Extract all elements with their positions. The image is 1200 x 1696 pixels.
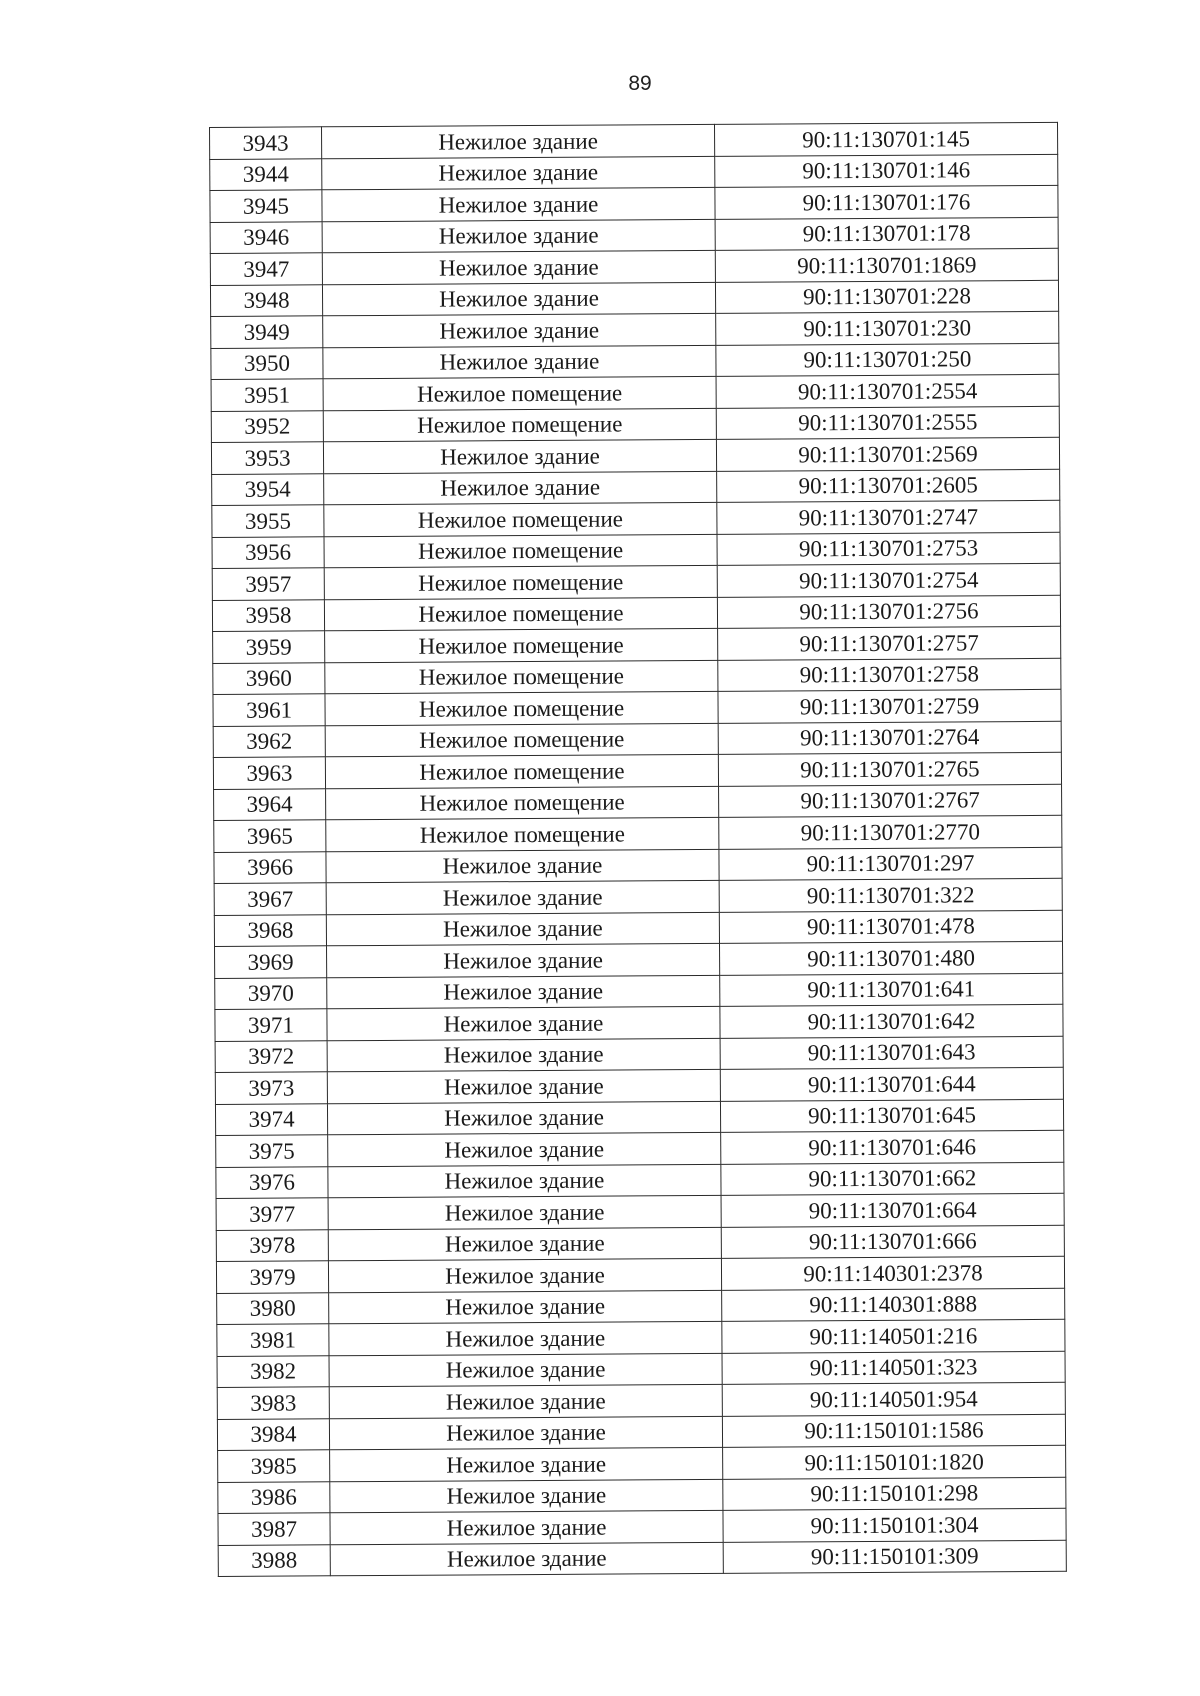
cadastral-number-cell: 90:11:130701:178 xyxy=(715,217,1058,251)
table-row xyxy=(213,626,1061,663)
object-type-cell: Нежилое помещение xyxy=(324,502,717,536)
table-row xyxy=(211,343,1059,380)
table-row xyxy=(215,973,1063,1010)
cadastral-number-cell: 90:11:130701:642 xyxy=(720,1004,1063,1038)
table-row xyxy=(217,1382,1065,1419)
table-row xyxy=(213,721,1061,758)
object-type-cell: Нежилое здание xyxy=(330,1542,723,1576)
cadastral-number-cell: 90:11:130701:2754 xyxy=(717,563,1060,597)
table-row xyxy=(214,815,1062,852)
row-number-cell: 3988 xyxy=(218,1544,330,1576)
row-number-cell: 3975 xyxy=(216,1135,328,1167)
table-row xyxy=(214,878,1062,915)
table-row xyxy=(217,1288,1065,1325)
row-number-cell: 3985 xyxy=(218,1450,330,1482)
table-row xyxy=(213,689,1061,726)
row-number-cell: 3948 xyxy=(210,284,322,316)
cadastral-number-cell: 90:11:150101:1586 xyxy=(722,1414,1065,1448)
cadastral-number-cell: 90:11:130701:666 xyxy=(721,1225,1064,1259)
row-number-cell: 3959 xyxy=(213,631,325,663)
object-type-cell: Нежилое здание xyxy=(329,1384,722,1418)
table-row xyxy=(211,406,1059,443)
table-row xyxy=(216,1130,1064,1167)
row-number-cell: 3971 xyxy=(215,1009,327,1041)
cadastral-number-cell: 90:11:130701:2759 xyxy=(718,689,1061,723)
object-type-cell: Нежилое здание xyxy=(327,943,720,977)
row-number-cell: 3979 xyxy=(216,1261,328,1293)
cadastral-number-cell: 90:11:130701:2605 xyxy=(717,469,1060,503)
table-row xyxy=(217,1414,1065,1451)
object-type-cell: Нежилое здание xyxy=(330,1479,723,1513)
row-number-cell: 3977 xyxy=(216,1198,328,1230)
object-type-cell: Нежилое здание xyxy=(329,1353,722,1387)
object-type-cell: Нежилое здание xyxy=(328,1164,721,1198)
cadastral-number-cell: 90:11:130701:2569 xyxy=(716,437,1059,471)
cadastral-number-cell: 90:11:150101:298 xyxy=(723,1477,1066,1511)
row-number-cell: 3984 xyxy=(217,1418,329,1450)
object-type-cell: Нежилое здание xyxy=(322,156,715,190)
row-number-cell: 3960 xyxy=(213,662,325,694)
cadastral-number-cell: 90:11:130701:664 xyxy=(721,1193,1064,1227)
object-type-cell: Нежилое здание xyxy=(329,1416,722,1450)
table-row xyxy=(214,847,1062,884)
cadastral-number-cell: 90:11:130701:322 xyxy=(719,878,1062,912)
table-row xyxy=(212,532,1060,569)
object-type-cell: Нежилое здание xyxy=(328,1258,721,1292)
row-number-cell: 3965 xyxy=(214,820,326,852)
object-type-cell: Нежилое помещение xyxy=(325,754,718,788)
cadastral-number-cell: 90:11:130701:146 xyxy=(715,154,1058,188)
object-type-cell: Нежилое помещение xyxy=(324,534,717,568)
object-type-cell: Нежилое здание xyxy=(327,1101,720,1135)
cadastral-number-cell: 90:11:130701:1869 xyxy=(715,248,1058,282)
cadastral-number-cell: 90:11:130701:2757 xyxy=(718,626,1061,660)
cadastral-number-cell: 90:11:130701:2753 xyxy=(717,532,1060,566)
table-row xyxy=(218,1508,1066,1545)
object-type-cell: Нежилое здание xyxy=(330,1447,723,1481)
cadastral-number-cell: 90:11:130701:176 xyxy=(715,185,1058,219)
row-number-cell: 3983 xyxy=(217,1387,329,1419)
row-number-cell: 3966 xyxy=(214,851,326,883)
cadastral-number-cell: 90:11:130701:2770 xyxy=(719,815,1062,849)
row-number-cell: 3956 xyxy=(212,536,324,568)
table-row xyxy=(215,1099,1063,1136)
cadastral-number-cell: 90:11:130701:2756 xyxy=(717,595,1060,629)
object-type-cell: Нежилое здание xyxy=(329,1290,722,1324)
row-number-cell: 3946 xyxy=(210,221,322,253)
table-row xyxy=(212,563,1060,600)
cadastral-number-cell: 90:11:140501:216 xyxy=(722,1319,1065,1353)
object-type-cell: Нежилое помещение xyxy=(325,660,718,694)
cadastral-number-cell: 90:11:130701:478 xyxy=(719,910,1062,944)
row-number-cell: 3944 xyxy=(210,158,322,190)
object-type-cell: Нежилое помещение xyxy=(325,723,718,757)
row-number-cell: 3957 xyxy=(212,568,324,600)
table-row xyxy=(215,1067,1063,1104)
row-number-cell: 3973 xyxy=(215,1072,327,1104)
row-number-cell: 3961 xyxy=(213,694,325,726)
cadastral-number-cell: 90:11:140301:2378 xyxy=(721,1256,1064,1290)
object-type-cell: Нежилое здание xyxy=(328,1195,721,1229)
object-type-cell: Нежилое помещение xyxy=(325,628,718,662)
cadastral-number-cell: 90:11:140501:323 xyxy=(722,1351,1065,1385)
object-type-cell: Нежилое помещение xyxy=(324,597,717,631)
row-number-cell: 3945 xyxy=(210,190,322,222)
page-number: 89 xyxy=(628,72,652,95)
object-type-cell: Нежилое помещение xyxy=(326,786,719,820)
cadastral-number-cell: 90:11:130701:2747 xyxy=(717,500,1060,534)
row-number-cell: 3980 xyxy=(217,1292,329,1324)
row-number-cell: 3947 xyxy=(210,253,322,285)
table-row xyxy=(217,1351,1065,1388)
object-type-cell: Нежилое здание xyxy=(322,187,715,221)
object-type-cell: Нежилое здание xyxy=(322,250,715,284)
cadastral-number-cell: 90:11:130701:2767 xyxy=(719,784,1062,818)
cadastral-number-cell: 90:11:130701:662 xyxy=(721,1162,1064,1196)
cadastral-number-cell: 90:11:130701:2555 xyxy=(716,406,1059,440)
row-number-cell: 3952 xyxy=(211,410,323,442)
object-type-cell: Нежилое здание xyxy=(328,1227,721,1261)
table-row xyxy=(214,910,1062,947)
cadastral-number-cell: 90:11:140501:954 xyxy=(722,1382,1065,1416)
table-row xyxy=(215,1036,1063,1073)
row-number-cell: 3986 xyxy=(218,1481,330,1513)
object-type-cell: Нежилое здание xyxy=(327,1006,720,1040)
cadastral-number-cell: 90:11:150101:1820 xyxy=(723,1445,1066,1479)
table-row xyxy=(212,595,1060,632)
object-type-cell: Нежилое здание xyxy=(326,880,719,914)
row-number-cell: 3968 xyxy=(214,914,326,946)
object-type-cell: Нежилое здание xyxy=(327,1069,720,1103)
table-row xyxy=(211,374,1059,411)
cadastral-number-cell: 90:11:130701:230 xyxy=(716,311,1059,345)
object-type-cell: Нежилое здание xyxy=(329,1321,722,1355)
row-number-cell: 3955 xyxy=(212,505,324,537)
cadastral-number-cell: 90:11:150101:304 xyxy=(723,1508,1066,1542)
object-type-cell: Нежилое здание xyxy=(322,124,715,158)
object-type-cell: Нежилое здание xyxy=(322,219,715,253)
table-row xyxy=(212,469,1060,506)
table-row xyxy=(210,248,1058,285)
cadastral-number-cell: 90:11:130701:644 xyxy=(720,1067,1063,1101)
row-number-cell: 3943 xyxy=(210,127,322,159)
row-number-cell: 3951 xyxy=(211,379,323,411)
cadastral-number-cell: 90:11:130701:480 xyxy=(719,941,1062,975)
table-row xyxy=(210,280,1058,317)
cadastral-number-cell: 90:11:130701:250 xyxy=(716,343,1059,377)
table-row xyxy=(210,122,1058,159)
table-row xyxy=(216,1193,1064,1230)
cadastral-number-cell: 90:11:130701:2764 xyxy=(718,721,1061,755)
object-type-cell: Нежилое помещение xyxy=(325,691,718,725)
row-number-cell: 3950 xyxy=(211,347,323,379)
row-number-cell: 3953 xyxy=(211,442,323,474)
table-row xyxy=(216,1225,1064,1262)
object-type-cell: Нежилое здание xyxy=(323,345,716,379)
table-row xyxy=(210,185,1058,222)
table-row xyxy=(210,217,1058,254)
object-type-cell: Нежилое помещение xyxy=(323,408,716,442)
table-row xyxy=(216,1256,1064,1293)
object-type-cell: Нежилое здание xyxy=(323,313,716,347)
cadastral-number-cell: 90:11:130701:228 xyxy=(715,280,1058,314)
row-number-cell: 3954 xyxy=(212,473,324,505)
table-row xyxy=(213,752,1061,789)
table-row xyxy=(214,784,1062,821)
table-row xyxy=(211,311,1059,348)
cadastral-number-cell: 90:11:130701:645 xyxy=(720,1099,1063,1133)
table-row xyxy=(215,1004,1063,1041)
cadastral-number-cell: 90:11:130701:2758 xyxy=(718,658,1061,692)
row-number-cell: 3974 xyxy=(215,1103,327,1135)
table-row xyxy=(213,658,1061,695)
property-table-body xyxy=(210,122,1067,1576)
cadastral-number-cell: 90:11:130701:297 xyxy=(719,847,1062,881)
object-type-cell: Нежилое здание xyxy=(326,849,719,883)
object-type-cell: Нежилое помещение xyxy=(324,565,717,599)
object-type-cell: Нежилое здание xyxy=(323,439,716,473)
object-type-cell: Нежилое здание xyxy=(326,912,719,946)
object-type-cell: Нежилое здание xyxy=(327,975,720,1009)
row-number-cell: 3963 xyxy=(213,757,325,789)
table-row xyxy=(216,1162,1064,1199)
cadastral-number-cell: 90:11:130701:643 xyxy=(720,1036,1063,1070)
object-type-cell: Нежилое здание xyxy=(327,1038,720,1072)
object-type-cell: Нежилое здание xyxy=(328,1132,721,1166)
row-number-cell: 3978 xyxy=(216,1229,328,1261)
object-type-cell: Нежилое здание xyxy=(322,282,715,316)
object-type-cell: Нежилое помещение xyxy=(323,376,716,410)
object-type-cell: Нежилое здание xyxy=(324,471,717,505)
cadastral-number-cell: 90:11:150101:309 xyxy=(723,1540,1066,1574)
row-number-cell: 3967 xyxy=(214,883,326,915)
cadastral-number-cell: 90:11:130701:646 xyxy=(721,1130,1064,1164)
property-table xyxy=(209,122,1067,1577)
table-row xyxy=(210,154,1058,191)
table-row xyxy=(217,1319,1065,1356)
table-row xyxy=(212,500,1060,537)
table-row xyxy=(215,941,1063,978)
table-row xyxy=(218,1540,1066,1577)
table-row xyxy=(218,1477,1066,1514)
row-number-cell: 3982 xyxy=(217,1355,329,1387)
row-number-cell: 3970 xyxy=(215,977,327,1009)
row-number-cell: 3958 xyxy=(212,599,324,631)
row-number-cell: 3962 xyxy=(213,725,325,757)
row-number-cell: 3976 xyxy=(216,1166,328,1198)
row-number-cell: 3972 xyxy=(215,1040,327,1072)
cadastral-number-cell: 90:11:130701:145 xyxy=(714,122,1057,156)
row-number-cell: 3969 xyxy=(215,946,327,978)
row-number-cell: 3964 xyxy=(214,788,326,820)
cadastral-number-cell: 90:11:130701:641 xyxy=(720,973,1063,1007)
row-number-cell: 3949 xyxy=(211,316,323,348)
object-type-cell: Нежилое помещение xyxy=(326,817,719,851)
cadastral-number-cell: 90:11:140301:888 xyxy=(722,1288,1065,1322)
row-number-cell: 3987 xyxy=(218,1513,330,1545)
cadastral-number-cell: 90:11:130701:2554 xyxy=(716,374,1059,408)
cadastral-number-cell: 90:11:130701:2765 xyxy=(718,752,1061,786)
object-type-cell: Нежилое здание xyxy=(330,1510,723,1544)
table-row xyxy=(218,1445,1066,1482)
row-number-cell: 3981 xyxy=(217,1324,329,1356)
table-row xyxy=(211,437,1059,474)
